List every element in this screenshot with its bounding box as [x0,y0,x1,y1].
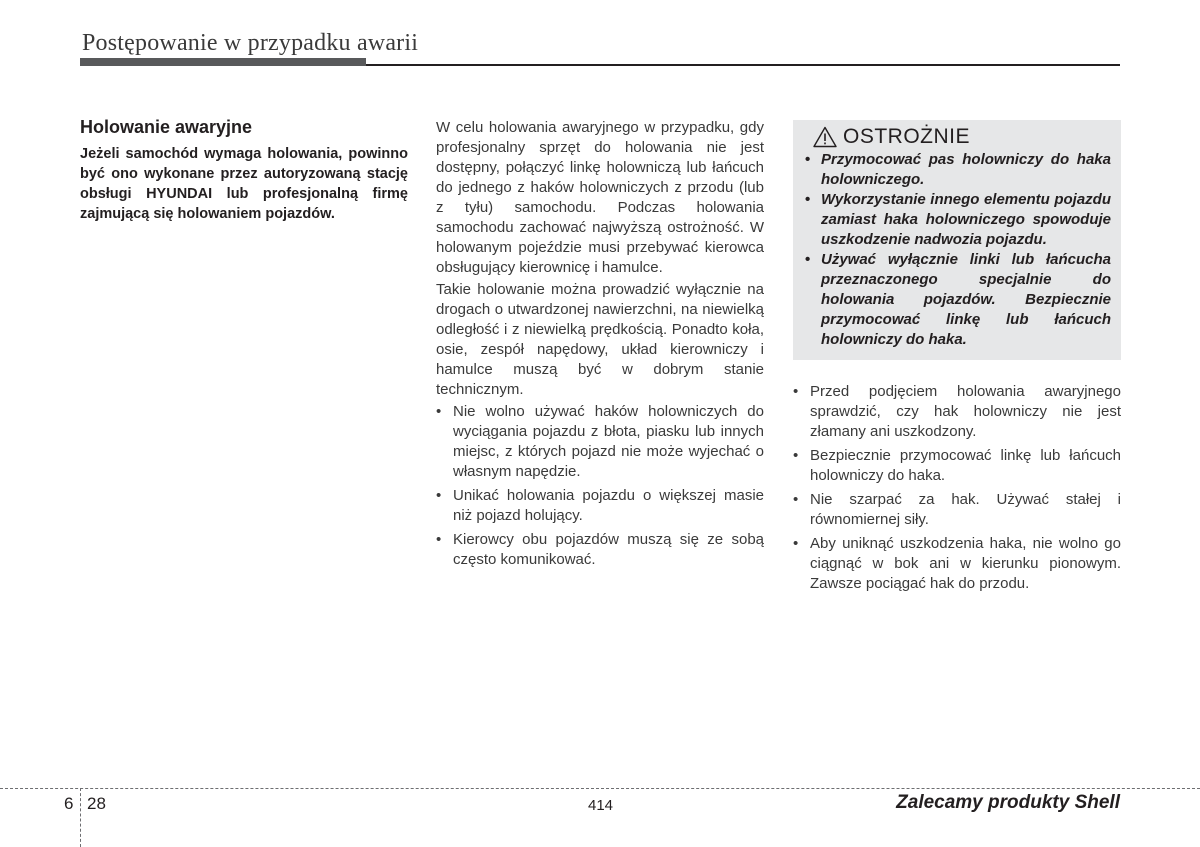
caution-title: OSTROŻNIE [843,125,971,148]
list-item: • Unikać holowania pojazdu o większej masie niż pojazd holujący. [436,486,764,526]
list-item: • Przed podjęciem holowania awaryjnego sprawdzić, czy hak holowniczy nie jest złamany ani uszkodzony. [793,382,1121,442]
caution-item: • Przymocować pas holowniczy do haka holowniczego. [803,150,1111,190]
paragraph: Takie holowanie można prowadzić wyłącznie na drogach o utwardzonej nawierzchni, na niewielką odległość i z niewielką prędkością. Ponadto koła, osie, zespół napędowy, układ kierowniczy i hamulce muszą być w dobrym stanie technicznym. [436,281,764,398]
list-item: • Bezpiecznie przymocować linkę lub łańcuch holowniczy do haka. [793,446,1121,486]
bullet-list [436,402,764,570]
footer-divider [0,788,1200,789]
list-item: • Kierowcy obu pojazdów muszą się ze sobą często komunikować. [436,530,764,570]
list-item: • Nie szarpać za hak. Używać stałej i równomiernej siły. [793,490,1121,530]
caution-box [793,120,1121,360]
page-number: 414 [588,797,614,814]
right-column [793,120,1121,598]
paragraph: W celu holowania awaryjnego w przypadku, gdy profesjonalny sprzęt do holowania nie jest dostępny, połączyć linkę holowniczą lub łańcuch do jednego z haków holowniczych z przodu (lub z tyłu) samochodu. Podczas holowania samochodu zachować najwyższą ostrożność. W holowanym pojeździe musi przebywać kierowca obsługujący kierownicę i hamulce. [436,119,764,276]
footer-vertical-divider [80,788,81,847]
bullet-list [793,382,1121,594]
caution-header [803,126,1111,148]
chapter-number: 6 [64,794,74,813]
middle-column [436,118,764,574]
footer-slogan: Zalecamy produkty Shell [896,792,1120,813]
caution-list [803,150,1111,350]
header-accent-bar [80,58,366,66]
caution-item: • Wykorzystanie innego elementu pojazdu zamiast haka holowniczego spowoduje uszkodzenie nadwozia pojazdu. [803,190,1111,250]
warning-triangle-icon [813,126,837,148]
header-title: Postępowanie w przypadku awarii [82,30,419,56]
left-column [80,116,408,224]
header-rule [366,64,1120,66]
section-title: Holowanie awaryjne [80,117,253,137]
chapter-page-number: 28 [87,794,106,813]
intro-text: Jeżeli samochód wymaga holowania, powinno być ono wykonane przez autoryzowaną stację obsługi HYUNDAI lub profesjonalną firmę zajmującą się holowaniem pojazdów. [80,146,408,222]
list-item: • Aby uniknąć uszkodzenia haka, nie wolno go ciągnąć w bok ani w kierunku pionowym. Zawsze pociągać hak do przodu. [793,534,1121,594]
caution-item: • Używać wyłącznie linki lub łańcucha przeznaczonego specjalnie do holowania pojazdów. Bezpiecznie przymocować linkę lub łańcuch holowniczy do haka. [803,250,1111,350]
list-item: • Nie wolno używać haków holowniczych do wyciągania pojazdu z błota, piasku lub innych miejsc, z których pojazd nie może wyjechać o własnym napędzie. [436,402,764,482]
